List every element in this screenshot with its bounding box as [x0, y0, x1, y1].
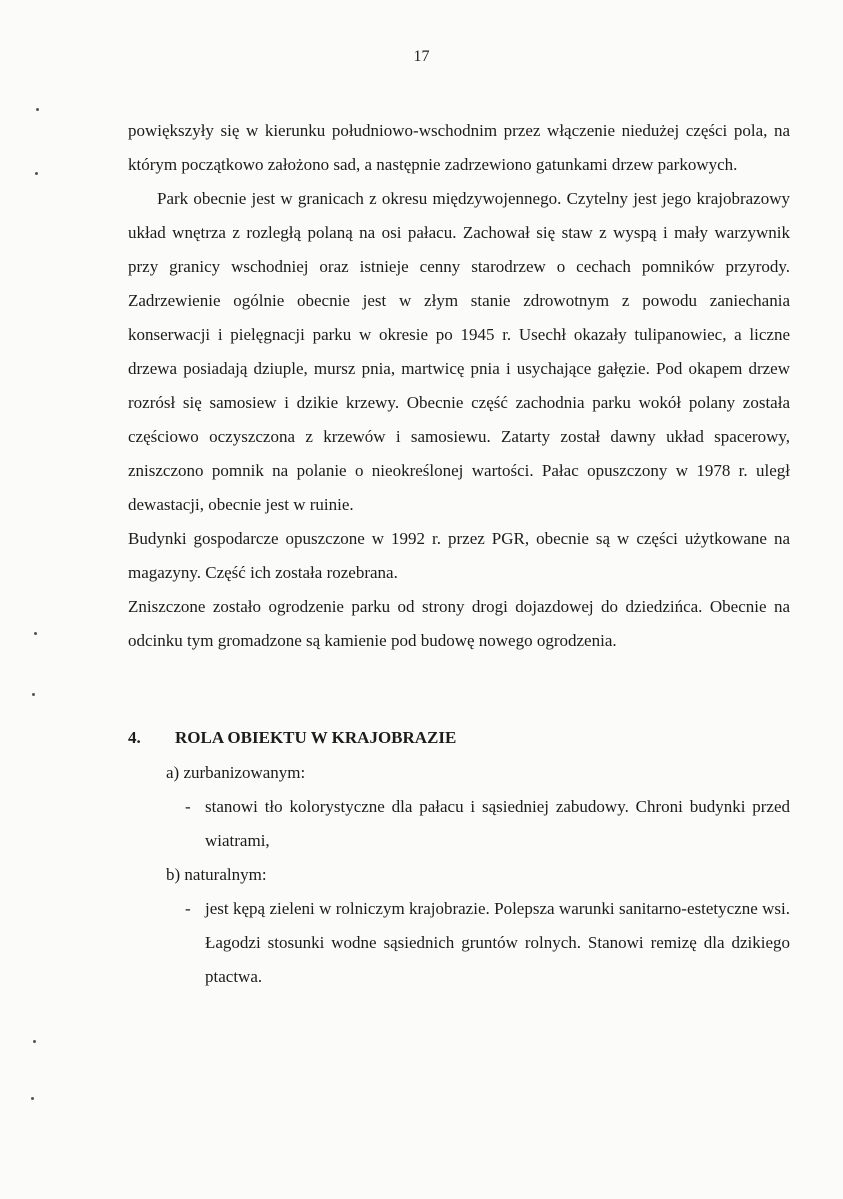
paragraph: Zniszczone zostało ogrodzenie parku od strony drogi dojazdowej do dziedzińca. Obecnie na odcinku tym gromadzone są kamienie pod budowę nowego ogrodzenia. [128, 597, 790, 650]
paragraph: Budynki gospodarcze opuszczone w 1992 r. przez PGR, obecnie są w części użytkowane na magazyny. Część ich została rozebrana. [128, 529, 790, 582]
dash-marker: - [185, 899, 191, 918]
section-list [128, 756, 790, 994]
scan-speck [35, 172, 38, 175]
scan-speck [34, 632, 37, 635]
main-text [128, 114, 790, 658]
scan-speck [31, 1097, 34, 1100]
section-number: 4. [128, 728, 141, 747]
list-item [128, 790, 790, 858]
scan-speck [33, 1040, 36, 1043]
page-number: 17 [413, 48, 430, 65]
section-title: ROLA OBIEKTU W KRAJOBRAZIE [175, 728, 457, 747]
dash-marker: - [185, 797, 191, 816]
list-item-label: b) naturalnym: [166, 865, 267, 884]
section-heading [128, 727, 790, 749]
list-item-text: jest kępą zieleni w rolniczym krajobrazie. Polepsza warunki sanitarno-estetyczne wsi. Łagodzi stosunki wodne sąsiednich gruntów rolnych. Stanowi remizę dla dzikiego ptactwa. [205, 899, 790, 986]
list-item-label: a) zurbanizowanym: [166, 763, 306, 782]
paragraph: powiększyły się w kierunku południowo-wschodnim przez włączenie niedużej części pola, na którym początkowo założono sad, a następnie zadrzewiono gatunkami drzew parkowych. [128, 121, 790, 174]
list-item-text: stanowi tło kolorystyczne dla pałacu i sąsiedniej zabudowy. Chroni budynki przed wiatrami, [205, 797, 790, 850]
list-item [128, 892, 790, 994]
paragraph: Park obecnie jest w granicach z okresu międzywojennego. Czytelny jest jego krajobrazowy układ wnętrza z rozległą polaną na osi pałacu. Zachował się staw z wyspą i mały warzywnik przy granicy wschodniej oraz istnieje cenny starodrzew o cechach pomników przyrody. Zadrzewienie ogólnie obecnie jest w złym stanie zdrowotnym z powodu zaniechania konserwacji i pielęgnacji parku w okresie po 1945 r. Usechł okazały tulipanowiec, a liczne drzewa posiadają dziuple, mursz pnia, martwicę pnia i usychające gałęzie. Pod okapem drzew rozrósł się samosiew i dzikie krzewy. Obecnie część zachodnia parku wokół polany została częściowo oczyszczona z krzewów i samosiewu. Zatarty został dawny układ spacerowy, zniszczono pomnik na polanie o nieokreślonej wartości. Pałac opuszczony w 1978 r. uległ dewastacji, obecnie jest w ruinie. [128, 189, 790, 514]
scan-speck [36, 108, 39, 111]
scan-speck [32, 693, 35, 696]
